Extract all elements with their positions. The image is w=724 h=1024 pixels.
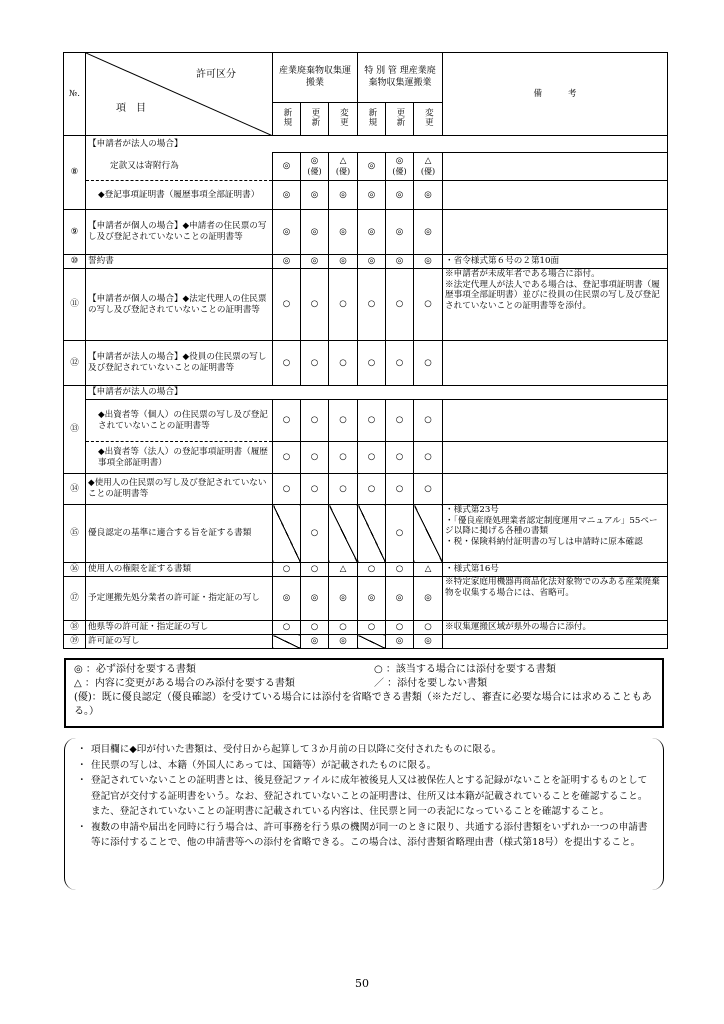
legend-triangle: △ ：内容に変更がある場合のみ添付を要する書類 — [74, 678, 295, 689]
mark: ○ — [386, 269, 414, 341]
mark: ○ — [358, 621, 386, 635]
mark: ○ — [301, 474, 329, 505]
mark: ○ — [273, 341, 301, 386]
note-empty — [443, 635, 668, 649]
row-no: ⑬ — [64, 386, 86, 474]
mark: ○ — [414, 269, 443, 341]
mark: ◎ — [301, 210, 329, 255]
mark: ◎ — [414, 255, 443, 269]
slash-cell — [329, 505, 358, 563]
mark: ○ — [301, 563, 329, 577]
mark: ◎ — [301, 577, 329, 621]
note-empty — [443, 442, 668, 474]
col-shinki-1: 新規 — [281, 107, 292, 127]
item-text: 優良認定の基準に適合する旨を証する書類 — [86, 505, 273, 563]
mark: ○ — [386, 442, 414, 474]
mark: ○ — [273, 269, 301, 341]
item-text: ◆出資者等（法人）の登記事項証明書（履歴事項全部証明書） — [98, 446, 268, 468]
note-cell — [443, 505, 668, 563]
note-empty — [443, 210, 668, 255]
mark: ◎ — [358, 255, 386, 269]
note-empty — [443, 400, 668, 442]
item-text: ◆登記事項証明書（履歴事項全部証明書） — [98, 189, 260, 200]
mark: ○ — [329, 400, 358, 442]
mark: ○ — [329, 474, 358, 505]
item-text: 【申請者が法人の場合】◆役員の住民票の写し及び登記されていないことの証明書等 — [86, 341, 273, 386]
mark: ○ — [386, 341, 414, 386]
col-koushin-2: 更新 — [394, 107, 405, 127]
mark: ○ — [273, 400, 301, 442]
row-no: ⑮ — [64, 505, 86, 563]
item-text: 他県等の許可証・指定証の写し — [86, 621, 273, 635]
mark: ◎ — [273, 577, 301, 621]
note: ・様式第23号 — [445, 505, 499, 515]
mark: ○ — [358, 474, 386, 505]
mark: ○ — [301, 621, 329, 635]
header-diagonal — [86, 53, 273, 136]
yu-label: (優) — [392, 166, 407, 176]
yu-label: (優) — [420, 166, 436, 176]
header-item-cell — [86, 53, 273, 136]
mark: ◎ — [273, 181, 301, 210]
mark: ◎ — [310, 156, 319, 167]
mark: ○ — [301, 400, 329, 442]
mark: ◎ — [367, 161, 376, 172]
mark: ◎ — [301, 255, 329, 269]
mark: ○ — [329, 269, 358, 341]
mark: ○ — [329, 341, 358, 386]
note: ※特定家庭用機器再商品化法対象物でのみある産業廃棄物を収集する場合には、省略可。 — [443, 577, 668, 621]
mark: ○ — [358, 442, 386, 474]
note-item: ・ 登記されていないことの証明書とは、後見登記ファイルに成年被後見人又は被保佐人とする記録がないことを証明するものとして登記官が交付する証明書をいう。なお、登記されていないことの証明書は、住所又は本籍が記載されていることを確認すること。また、登記されていないことの証明書に記載されている内容は、住民票と同一の表記になっていることを確認すること。 — [83, 773, 649, 820]
mark: ○ — [386, 505, 414, 563]
mark: ○ — [273, 442, 301, 474]
item-text: 許可証の写し — [86, 635, 273, 649]
row-no: ⑰ — [64, 577, 86, 621]
mark: ◎ — [329, 255, 358, 269]
col-shinki-2: 新規 — [366, 107, 377, 127]
row-no: ⑧ — [64, 136, 86, 210]
row-head: 【申請者が法人の場合】 — [86, 386, 668, 400]
header-group1: 産業廃棄物収集運搬業 — [273, 53, 358, 103]
row-no: ⑨ — [64, 210, 86, 255]
item-text: ◆使用人の住民票の写し及び登記されていないことの証明書等 — [86, 474, 273, 505]
note: ・様式第16号 — [443, 563, 668, 577]
mark: ◎ — [329, 210, 358, 255]
note-empty — [443, 153, 668, 181]
mark: ◎ — [273, 210, 301, 255]
mark: ○ — [358, 341, 386, 386]
item-text: 誓約書 — [86, 255, 273, 269]
mark: ○ — [301, 505, 329, 563]
col-henkou-2: 変更 — [423, 107, 434, 127]
slash-cell — [358, 635, 386, 649]
row-no: ⑫ — [64, 341, 86, 386]
row-no: ⑪ — [64, 269, 86, 341]
requirements-table — [63, 52, 668, 649]
mark: ○ — [301, 341, 329, 386]
note-item: ・ 住民票の写しは、本籍（外国人にあっては、国籍等）が記載されたものに限る。 — [83, 758, 649, 774]
note-item: ・ 複数の申請や届出を同時に行う場合は、許可事務を行う県の機関が同一のときに限り、共通する添付書類をいずれか一つの申請書等に添付することで、他の申請書等への添付を省略できる。この場合は、添付書類省略理由書（様式第18号）を提出すること。 — [83, 820, 649, 851]
page-number: 50 — [355, 977, 369, 990]
row-no: ⑱ — [64, 621, 86, 635]
mark: ◎ — [329, 577, 358, 621]
mark: ○ — [386, 400, 414, 442]
mark: ○ — [386, 563, 414, 577]
mark: ○ — [414, 341, 443, 386]
mark: ◎ — [386, 635, 414, 649]
row-no: ⑭ — [64, 474, 86, 505]
slash-cell — [273, 505, 301, 563]
mark: ○ — [273, 563, 301, 577]
mark: ◎ — [386, 181, 414, 210]
col-koushin-1: 更新 — [309, 107, 320, 127]
item-text: 使用人の権限を証する書類 — [86, 563, 273, 577]
note-empty — [443, 181, 668, 210]
row-no: ⑩ — [64, 255, 86, 269]
row-head: 【申請者が法人の場合】 — [86, 136, 668, 153]
mark: ◎ — [395, 156, 404, 167]
mark: ○ — [358, 400, 386, 442]
mark: ○ — [414, 621, 443, 635]
mark: ◎ — [386, 577, 414, 621]
header-group2: 特 別 管 理産業廃棄物収集運搬業 — [358, 53, 443, 103]
legend-double-circle: ◎ ：必ず添付を要する書類 — [74, 664, 196, 675]
mark: ○ — [386, 621, 414, 635]
item-text: 【申請者が個人の場合】◆申請者の住民票の写し及び登記されていないことの証明書等 — [86, 210, 273, 255]
col-henkou-1: 変更 — [338, 107, 349, 127]
mark: ◎ — [414, 181, 443, 210]
mark: ◎ — [358, 577, 386, 621]
note: ※収集運搬区域が県外の場合に添付。 — [443, 621, 668, 635]
item-text: 【申請者が個人の場合】◆法定代理人の住民票の写し及び登記されていないことの証明書等 — [86, 269, 273, 341]
notes-box — [64, 738, 664, 890]
mark: ○ — [414, 474, 443, 505]
mark: ○ — [358, 269, 386, 341]
note: ※申請者が未成年者である場合に添付。 — [445, 269, 600, 279]
mark: ◎ — [414, 210, 443, 255]
legend-yu: (優)：既に優良認定（優良確認）を受けている場合には添付を省略できる書類（※ただし、審査に必要な場合には求めることもある。） — [74, 692, 652, 717]
yu-label: (優) — [335, 166, 351, 176]
mark: △ — [339, 156, 347, 167]
mark: ◎ — [329, 635, 358, 649]
mark: ○ — [273, 474, 301, 505]
note-empty — [443, 341, 668, 386]
mark: △ — [424, 156, 432, 167]
mark: ◎ — [329, 181, 358, 210]
mark: △ — [329, 563, 358, 577]
mark: ◎ — [358, 181, 386, 210]
legend-slash: ／ ：添付を要しない書類 — [374, 678, 488, 689]
note: ・「優良産廃処理業者認定制度運用マニュアル」55ページ以降に掲げる各種の書類 — [445, 515, 658, 537]
mark: ○ — [329, 621, 358, 635]
mark: ○ — [386, 474, 414, 505]
header-no: №. — [64, 53, 86, 136]
row-no: ⑯ — [64, 563, 86, 577]
slash-cell — [414, 505, 443, 563]
mark: ◎ — [414, 635, 443, 649]
yu-label: (優) — [307, 166, 322, 176]
note: ※法定代理人が法人である場合は、登記事項証明書（履歴事項全部証明書）並びに役員の住民票の写し及び登記されていないことの証明書等を添付。 — [445, 279, 660, 312]
note-empty — [443, 474, 668, 505]
note-cell — [443, 269, 668, 341]
note-item: ・ 項目欄に◆印が付いた書類は、受付日から起算して３か月前の日以降に交付されたものに限る。 — [83, 742, 649, 758]
header-bikou: 備 考 — [443, 53, 668, 136]
mark: ◎ — [282, 161, 291, 172]
mark: ○ — [329, 442, 358, 474]
mark: ◎ — [386, 255, 414, 269]
legend-box — [64, 658, 664, 728]
mark: ◎ — [301, 635, 329, 649]
mark: ◎ — [358, 210, 386, 255]
item-text: 予定運搬先処分業者の許可証・指定証の写し — [86, 577, 273, 621]
mark: ○ — [414, 400, 443, 442]
legend-circle: ○ ：該当する場合には添付を要する書類 — [374, 664, 556, 675]
mark: ○ — [358, 563, 386, 577]
mark: ○ — [414, 442, 443, 474]
note: ・税・保険料納付証明書の写しは申請時に原本確認 — [445, 537, 643, 548]
mark: ○ — [301, 442, 329, 474]
mark: ◎ — [414, 577, 443, 621]
mark: ◎ — [301, 181, 329, 210]
mark: ◎ — [273, 255, 301, 269]
slash-cell — [273, 635, 301, 649]
mark: △ — [414, 563, 443, 577]
row-no: ⑲ — [64, 635, 86, 649]
mark: ○ — [273, 621, 301, 635]
slash-cell — [358, 505, 386, 563]
item-text: ◆出資者等（個人）の住民票の写し及び登記されていないことの証明書等 — [98, 409, 268, 431]
mark: ○ — [301, 269, 329, 341]
header-komoku: 項 目 — [116, 103, 146, 114]
note: ・省令様式第６号の２第10面 — [443, 255, 668, 269]
header-kyoka: 許可区分 — [196, 69, 236, 80]
mark: ◎ — [386, 210, 414, 255]
item-text: 定款又は寄附行為 — [110, 160, 179, 171]
